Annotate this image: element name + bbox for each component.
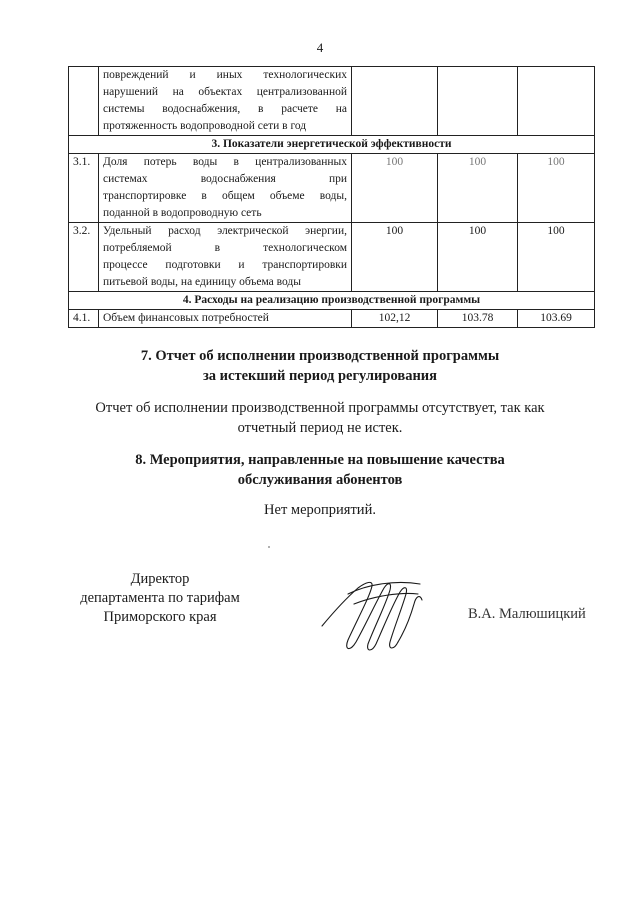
- table-row: [69, 223, 595, 292]
- section-title: 3. Показатели энергетической эффективности: [69, 136, 595, 154]
- position-line: Директор: [130, 571, 190, 587]
- table-row: [69, 154, 595, 223]
- row-number: [69, 67, 99, 136]
- position-line: Приморского края: [103, 609, 217, 625]
- indicators-table: [68, 66, 595, 328]
- section-title: 4. Расходы на реализацию производственной программы: [69, 292, 595, 310]
- description-line: протяженность водопроводной сети в год: [103, 120, 307, 132]
- table-row: [69, 67, 595, 136]
- description-line: потребляемой в технологическом: [103, 242, 347, 254]
- value-cell: [438, 67, 518, 136]
- title-line: 7. Отчет об исполнении производственной программы: [140, 348, 500, 364]
- value-cell: 102,12: [352, 310, 438, 328]
- text-line: Отчет об исполнении производственной программы отсутствует, так как: [95, 400, 545, 416]
- section8-title: [0, 450, 640, 490]
- page-number: 4: [316, 40, 324, 55]
- value-cell: 103.78: [438, 310, 518, 328]
- value-cell: 100: [438, 154, 518, 223]
- description-line: поданной в водопроводную сеть: [103, 207, 262, 219]
- description-line: повреждений и иных технологических: [103, 69, 347, 81]
- signatory-name: В.А. Малюшицкий: [468, 606, 586, 622]
- value-cell: 100: [438, 223, 518, 292]
- section7-title: [0, 346, 640, 386]
- text-line: отчетный период не истек.: [237, 420, 403, 436]
- table-row: [69, 310, 595, 328]
- value-cell: [518, 67, 595, 136]
- description-line: Удельный расход электрической энергии,: [103, 225, 347, 237]
- title-line: обслуживания абонентов: [237, 472, 403, 488]
- title-line: за истекший период регулирования: [202, 368, 438, 384]
- row-number: 3.1.: [69, 154, 99, 223]
- value-cell: 103.69: [518, 310, 595, 328]
- section8-text: Нет мероприятий.: [264, 502, 376, 518]
- value-cell: 100: [352, 223, 438, 292]
- value-cell: 100: [518, 154, 595, 223]
- description-line: нарушений на объектах централизованной: [103, 86, 347, 98]
- description-line: системы водоснабжения, в расчете на: [103, 103, 347, 115]
- description-line: питьевой воды, на единицу объема воды: [103, 276, 301, 288]
- row-number: 3.2.: [69, 223, 99, 292]
- section7-text: [0, 398, 640, 438]
- value-cell: 100: [518, 223, 595, 292]
- section-row: [69, 292, 595, 310]
- signatory-position: [40, 570, 280, 627]
- handwritten-signature: [318, 574, 428, 656]
- title-line: 8. Мероприятия, направленные на повышение качества: [135, 452, 505, 468]
- position-line: департамента по тарифам: [80, 590, 240, 606]
- description-line: системах водоснабжения при: [103, 173, 347, 185]
- description-line: транспортировке в общем объеме воды,: [103, 190, 347, 202]
- value-cell: [352, 67, 438, 136]
- description-line: процессе подготовки и транспортировки: [103, 259, 347, 271]
- row-number: 4.1.: [69, 310, 99, 328]
- row-description: [99, 223, 352, 292]
- section-row: [69, 136, 595, 154]
- value-cell: 100: [352, 154, 438, 223]
- row-description: Объем финансовых потребностей: [99, 310, 352, 328]
- row-description: [99, 154, 352, 223]
- scan-speck: [268, 546, 270, 548]
- description-line: Доля потерь воды в централизованных: [103, 156, 347, 168]
- row-description: [99, 67, 352, 136]
